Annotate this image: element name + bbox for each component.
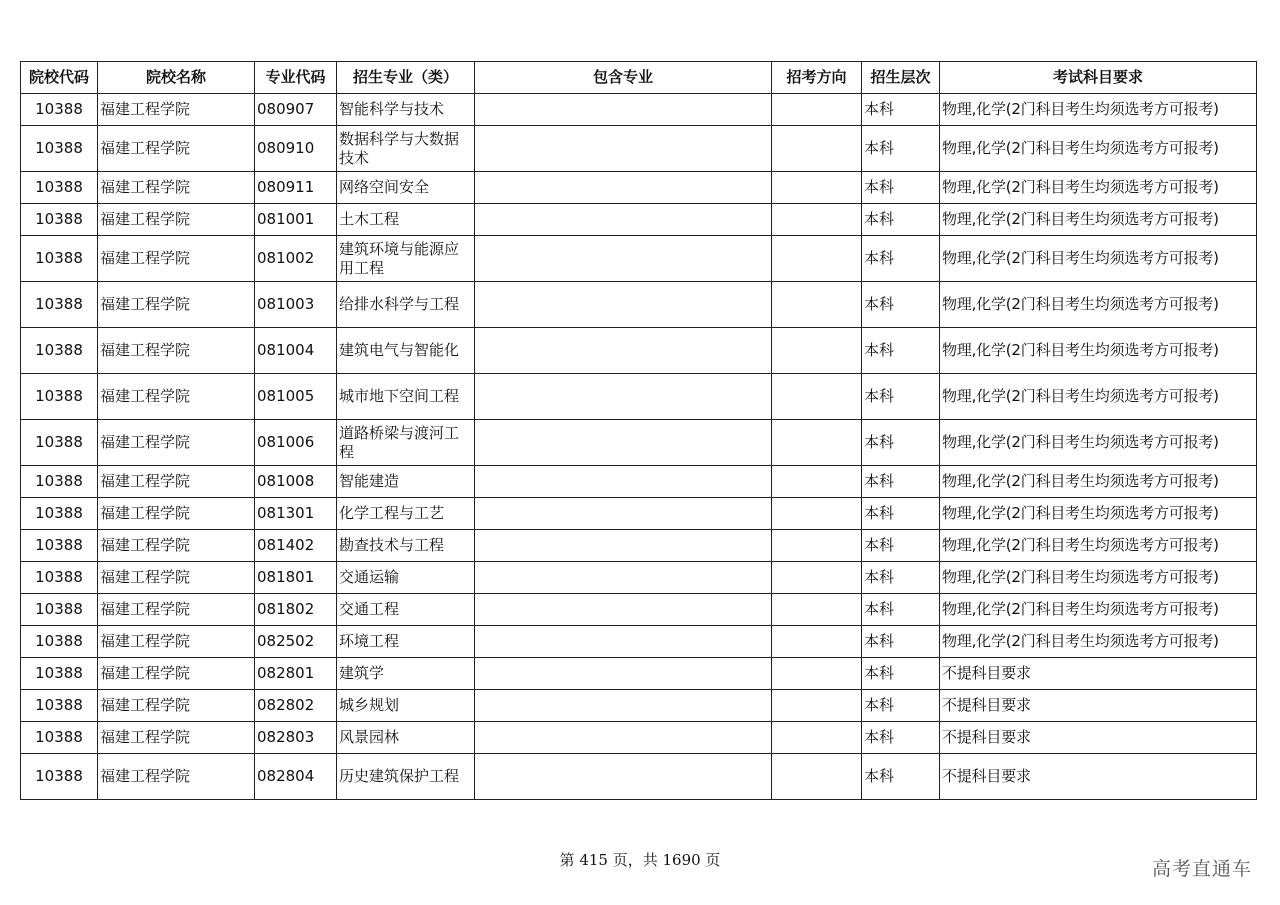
cell-direction [772, 530, 862, 562]
cell-direction [772, 466, 862, 498]
cell-school-name: 福建工程学院 [98, 690, 255, 722]
table-row [21, 328, 1257, 374]
cell-level: 本科 [862, 236, 940, 282]
cell-school-code: 10388 [21, 690, 98, 722]
cell-direction [772, 562, 862, 594]
cell-major: 交通工程 [337, 594, 475, 626]
cell-school-name: 福建工程学院 [98, 530, 255, 562]
table-row [21, 172, 1257, 204]
cell-school-code: 10388 [21, 420, 98, 466]
cell-requirement: 物理,化学(2门科目考生均须选考方可报考) [940, 328, 1257, 374]
cell-major-code: 081801 [255, 562, 337, 594]
cell-school-name: 福建工程学院 [98, 126, 255, 172]
cell-level: 本科 [862, 374, 940, 420]
table-row [21, 754, 1257, 800]
cell-requirement: 物理,化学(2门科目考生均须选考方可报考) [940, 562, 1257, 594]
cell-included-majors [475, 374, 772, 420]
cell-level: 本科 [862, 498, 940, 530]
table-row [21, 658, 1257, 690]
cell-school-code: 10388 [21, 658, 98, 690]
cell-school-name: 福建工程学院 [98, 498, 255, 530]
cell-level: 本科 [862, 658, 940, 690]
cell-major-code: 081004 [255, 328, 337, 374]
cell-requirement: 物理,化学(2门科目考生均须选考方可报考) [940, 626, 1257, 658]
cell-school-name: 福建工程学院 [98, 172, 255, 204]
table-header-row [21, 62, 1257, 94]
cell-requirement: 物理,化学(2门科目考生均须选考方可报考) [940, 204, 1257, 236]
cell-major-code: 081005 [255, 374, 337, 420]
cell-level: 本科 [862, 466, 940, 498]
cell-direction [772, 754, 862, 800]
cell-major: 城市地下空间工程 [337, 374, 475, 420]
cell-direction [772, 328, 862, 374]
cell-school-code: 10388 [21, 530, 98, 562]
cell-requirement: 物理,化学(2门科目考生均须选考方可报考) [940, 594, 1257, 626]
page-number: 第 415 页，共 1690 页 [559, 851, 721, 869]
cell-school-code: 10388 [21, 94, 98, 126]
cell-school-code: 10388 [21, 172, 98, 204]
header-requirement: 考试科目要求 [940, 62, 1257, 94]
cell-included-majors [475, 722, 772, 754]
cell-school-name: 福建工程学院 [98, 754, 255, 800]
cell-level: 本科 [862, 594, 940, 626]
watermark-text: 高考直通车 [1151, 858, 1252, 880]
table-row [21, 690, 1257, 722]
cell-included-majors [475, 530, 772, 562]
cell-school-name: 福建工程学院 [98, 594, 255, 626]
cell-direction [772, 420, 862, 466]
cell-requirement: 物理,化学(2门科目考生均须选考方可报考) [940, 530, 1257, 562]
cell-requirement: 物理,化学(2门科目考生均须选考方可报考) [940, 172, 1257, 204]
cell-requirement: 不提科目要求 [940, 754, 1257, 800]
cell-school-code: 10388 [21, 328, 98, 374]
cell-school-name: 福建工程学院 [98, 236, 255, 282]
header-school-name: 院校名称 [98, 62, 255, 94]
cell-direction [772, 498, 862, 530]
table-row [21, 466, 1257, 498]
cell-major-code: 082502 [255, 626, 337, 658]
cell-major: 建筑学 [337, 658, 475, 690]
cell-direction [772, 94, 862, 126]
cell-level: 本科 [862, 126, 940, 172]
table-row [21, 626, 1257, 658]
cell-included-majors [475, 172, 772, 204]
cell-school-name: 福建工程学院 [98, 374, 255, 420]
majors-table [20, 61, 1257, 800]
cell-included-majors [475, 204, 772, 236]
cell-direction [772, 658, 862, 690]
cell-included-majors [475, 126, 772, 172]
cell-school-name: 福建工程学院 [98, 562, 255, 594]
cell-included-majors [475, 594, 772, 626]
cell-school-code: 10388 [21, 466, 98, 498]
cell-requirement: 物理,化学(2门科目考生均须选考方可报考) [940, 374, 1257, 420]
cell-direction [772, 204, 862, 236]
header-major-code: 专业代码 [255, 62, 337, 94]
cell-major: 道路桥梁与渡河工程 [337, 420, 475, 466]
cell-major: 城乡规划 [337, 690, 475, 722]
cell-direction [772, 626, 862, 658]
cell-level: 本科 [862, 530, 940, 562]
cell-level: 本科 [862, 690, 940, 722]
cell-school-name: 福建工程学院 [98, 466, 255, 498]
cell-major: 智能科学与技术 [337, 94, 475, 126]
cell-major: 交通运输 [337, 562, 475, 594]
header-school-code: 院校代码 [21, 62, 98, 94]
table-row [21, 562, 1257, 594]
cell-major: 土木工程 [337, 204, 475, 236]
cell-requirement: 物理,化学(2门科目考生均须选考方可报考) [940, 236, 1257, 282]
cell-major: 历史建筑保护工程 [337, 754, 475, 800]
table-row [21, 94, 1257, 126]
cell-school-code: 10388 [21, 236, 98, 282]
header-included-majors: 包含专业 [475, 62, 772, 94]
cell-included-majors [475, 498, 772, 530]
cell-requirement: 不提科目要求 [940, 658, 1257, 690]
cell-level: 本科 [862, 722, 940, 754]
cell-major: 建筑电气与智能化 [337, 328, 475, 374]
cell-school-code: 10388 [21, 126, 98, 172]
cell-included-majors [475, 94, 772, 126]
table-row [21, 530, 1257, 562]
table-row [21, 204, 1257, 236]
cell-major: 勘查技术与工程 [337, 530, 475, 562]
cell-school-name: 福建工程学院 [98, 328, 255, 374]
table-row [21, 594, 1257, 626]
cell-school-code: 10388 [21, 204, 98, 236]
cell-school-name: 福建工程学院 [98, 204, 255, 236]
header-direction: 招考方向 [772, 62, 862, 94]
cell-major-code: 081006 [255, 420, 337, 466]
cell-included-majors [475, 754, 772, 800]
cell-direction [772, 282, 862, 328]
cell-major: 化学工程与工艺 [337, 498, 475, 530]
cell-major: 建筑环境与能源应用工程 [337, 236, 475, 282]
table-row [21, 722, 1257, 754]
cell-school-name: 福建工程学院 [98, 94, 255, 126]
cell-requirement: 物理,化学(2门科目考生均须选考方可报考) [940, 282, 1257, 328]
cell-major-code: 080911 [255, 172, 337, 204]
cell-school-code: 10388 [21, 282, 98, 328]
cell-school-code: 10388 [21, 374, 98, 420]
cell-major-code: 081003 [255, 282, 337, 328]
cell-major: 给排水科学与工程 [337, 282, 475, 328]
cell-direction [772, 690, 862, 722]
cell-level: 本科 [862, 94, 940, 126]
cell-major: 数据科学与大数据技术 [337, 126, 475, 172]
cell-included-majors [475, 658, 772, 690]
cell-major-code: 081001 [255, 204, 337, 236]
cell-requirement: 物理,化学(2门科目考生均须选考方可报考) [940, 94, 1257, 126]
cell-major-code: 081008 [255, 466, 337, 498]
table-row [21, 236, 1257, 282]
table-body [21, 94, 1257, 800]
cell-school-code: 10388 [21, 754, 98, 800]
table-row [21, 498, 1257, 530]
cell-requirement: 不提科目要求 [940, 690, 1257, 722]
cell-level: 本科 [862, 328, 940, 374]
cell-included-majors [475, 626, 772, 658]
cell-school-code: 10388 [21, 562, 98, 594]
cell-major-code: 081301 [255, 498, 337, 530]
cell-requirement: 物理,化学(2门科目考生均须选考方可报考) [940, 126, 1257, 172]
cell-requirement: 物理,化学(2门科目考生均须选考方可报考) [940, 420, 1257, 466]
header-major: 招生专业（类） [337, 62, 475, 94]
cell-major-code: 082801 [255, 658, 337, 690]
cell-level: 本科 [862, 754, 940, 800]
cell-major: 风景园林 [337, 722, 475, 754]
cell-included-majors [475, 690, 772, 722]
cell-major-code: 081802 [255, 594, 337, 626]
cell-school-name: 福建工程学院 [98, 626, 255, 658]
cell-direction [772, 722, 862, 754]
cell-school-code: 10388 [21, 498, 98, 530]
cell-included-majors [475, 466, 772, 498]
cell-included-majors [475, 328, 772, 374]
cell-major-code: 082803 [255, 722, 337, 754]
cell-school-name: 福建工程学院 [98, 282, 255, 328]
cell-requirement: 物理,化学(2门科目考生均须选考方可报考) [940, 466, 1257, 498]
table-row [21, 282, 1257, 328]
cell-major-code: 080910 [255, 126, 337, 172]
cell-requirement: 不提科目要求 [940, 722, 1257, 754]
cell-direction [772, 172, 862, 204]
cell-direction [772, 374, 862, 420]
cell-direction [772, 236, 862, 282]
cell-requirement: 物理,化学(2门科目考生均须选考方可报考) [940, 498, 1257, 530]
cell-major-code: 082804 [255, 754, 337, 800]
cell-direction [772, 594, 862, 626]
cell-major-code: 080907 [255, 94, 337, 126]
cell-level: 本科 [862, 626, 940, 658]
cell-direction [772, 126, 862, 172]
cell-level: 本科 [862, 204, 940, 236]
cell-major: 网络空间安全 [337, 172, 475, 204]
cell-included-majors [475, 562, 772, 594]
cell-school-name: 福建工程学院 [98, 658, 255, 690]
cell-included-majors [475, 420, 772, 466]
cell-major: 智能建造 [337, 466, 475, 498]
cell-level: 本科 [862, 172, 940, 204]
table-row [21, 374, 1257, 420]
cell-included-majors [475, 236, 772, 282]
table-row [21, 126, 1257, 172]
cell-included-majors [475, 282, 772, 328]
cell-school-code: 10388 [21, 722, 98, 754]
table-row [21, 420, 1257, 466]
header-level: 招生层次 [862, 62, 940, 94]
cell-major: 环境工程 [337, 626, 475, 658]
cell-major-code: 081002 [255, 236, 337, 282]
cell-level: 本科 [862, 282, 940, 328]
cell-level: 本科 [862, 420, 940, 466]
cell-school-name: 福建工程学院 [98, 722, 255, 754]
cell-major-code: 082802 [255, 690, 337, 722]
cell-school-code: 10388 [21, 594, 98, 626]
cell-major-code: 081402 [255, 530, 337, 562]
cell-school-code: 10388 [21, 626, 98, 658]
cell-level: 本科 [862, 562, 940, 594]
cell-school-name: 福建工程学院 [98, 420, 255, 466]
